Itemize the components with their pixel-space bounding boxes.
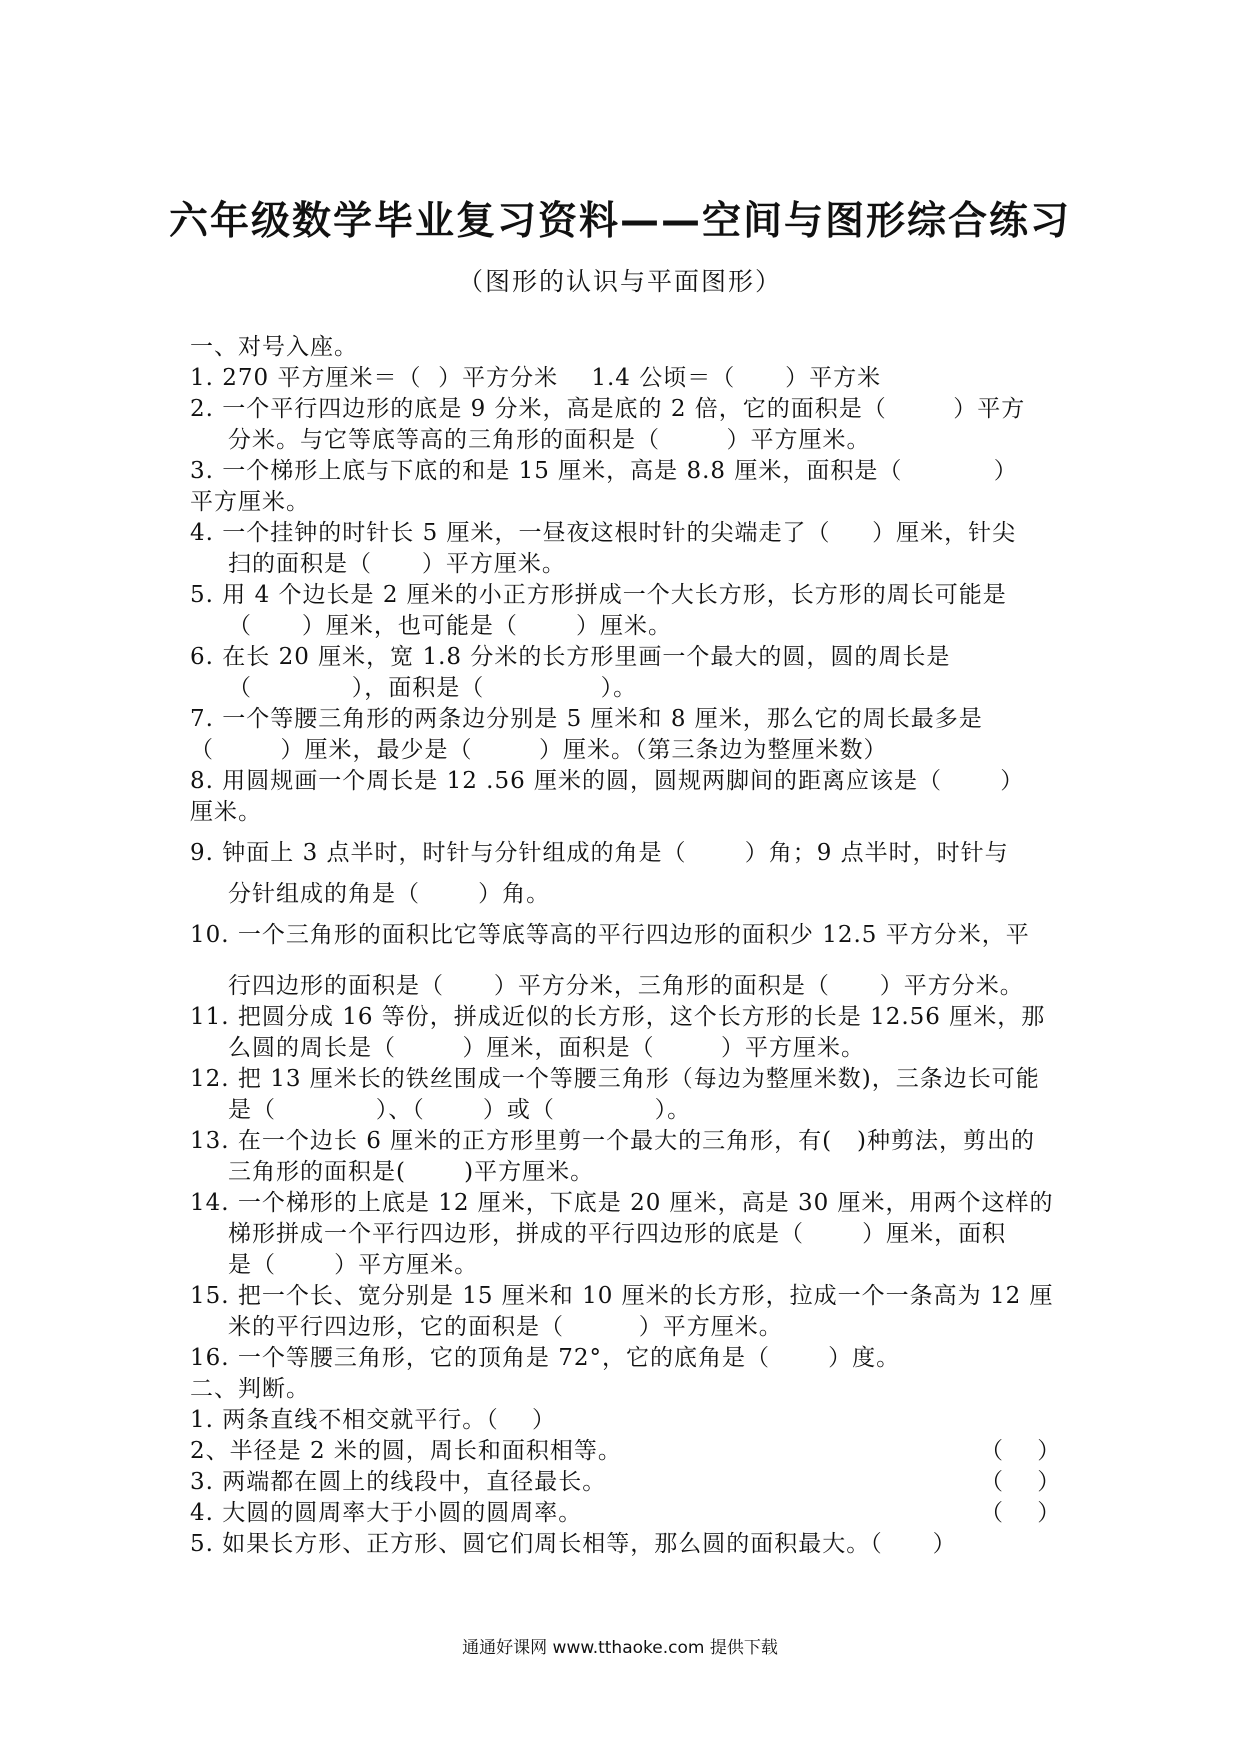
judge-text: 5. 如果长方形、正方形、圆它们周长相等，那么圆的面积最大。（ ） [190,1531,957,1557]
question-2-cont: 分米。与它等底等高的三角形的面积是（ ）平方厘米。 [228,427,871,453]
worksheet-content [190,332,1060,1560]
question-8: 8. 用圆规画一个周长是 12 .56 厘米的圆，圆规两脚间的距离应该是（ ） [190,768,1025,794]
judge-item [190,1529,1060,1560]
judge-answer-blank [980,1529,1060,1560]
footer-credit: 通通好课网 www.tthaoke.com 提供下载 [462,1638,778,1658]
judge-text: 1. 两条直线不相交就平行。（ ） [190,1407,556,1433]
question-8-cont: 厘米。 [190,799,262,825]
question-9: 9. 钟面上 3 点半时，时针与分针组成的角是（ ）角；9 点半时，时针与 [190,840,1009,866]
question-10: 10. 一个三角形的面积比它等底等高的平行四边形的面积少 12.5 平方分米，平 [190,922,1030,948]
question-4: 4. 一个挂钟的时针长 5 厘米，一昼夜这根时针的尖端走了（ ）厘米，针尖 [190,520,1017,546]
question-12: 12. 把 13 厘米长的铁丝围成一个等腰三角形（每边为整厘米数)，三条边长可能 [190,1066,1040,1092]
section-heading: 一、对号入座。 [190,334,358,360]
section-heading: 二、判断。 [190,1376,310,1402]
page-subtitle: （图形的认识与平面图形） [457,267,782,296]
question-11-cont: 么圆的周长是（ ）厘米，面积是（ ）平方厘米。 [228,1035,865,1061]
judge-item [190,1467,1060,1498]
judge-text: 4. 大圆的圆周率大于小圆的圆周率。 [190,1500,583,1526]
judge-item [190,1498,1060,1529]
question-14-cont: 梯形拼成一个平行四边形，拼成的平行四边形的底是（ ）厘米，面积 [228,1221,1007,1247]
question-3: 3. 一个梯形上底与下底的和是 15 厘米，高是 8.8 厘米，面积是（ ） [190,458,1018,484]
judge-answer-blank: （ ） [980,1469,1062,1495]
judge-text: 3. 两端都在圆上的线段中，直径最长。 [190,1469,607,1495]
question-9-cont: 分针组成的角是（ ）角。 [228,881,551,907]
judge-answer-blank: （ ） [980,1500,1062,1526]
question-5: 5. 用 4 个边长是 2 厘米的小正方形拼成一个大长方形，长方形的周长可能是 [190,582,1007,608]
judge-text: 2、半径是 2 米的圆，周长和面积相等。 [190,1438,622,1464]
question-13: 13. 在一个边长 6 厘米的正方形里剪一个最大的三角形，有( )种剪法，剪出的 [190,1128,1036,1154]
question-16: 16. 一个等腰三角形，它的顶角是 72°，它的底角是（ ）度。 [190,1345,901,1371]
question-2: 2. 一个平行四边形的底是 9 分米，高是底的 2 倍，它的面积是（ ）平方 [190,396,1026,422]
question-11: 11. 把圆分成 16 等份，拼成近似的长方形，这个长方形的长是 12.56 厘米，那 [190,1004,1046,1030]
question-12-cont: 是（ ）、（ ）或（ ）。 [228,1097,692,1123]
judge-answer-blank [980,1405,1060,1436]
question-13-cont: 三角形的面积是( )平方厘米。 [228,1159,595,1185]
question-7-cont: （ ）厘米，最少是（ ）厘米。（第三条边为整厘米数） [190,737,888,763]
judge-item [190,1436,1060,1467]
question-3-cont: 平方厘米。 [190,489,310,515]
judge-item [190,1405,1060,1436]
question-15-cont: 米的平行四边形，它的面积是（ ）平方厘米。 [228,1314,783,1340]
question-5-cont: （ ）厘米，也可能是（ ）厘米。 [228,613,673,639]
judge-answer-blank: （ ） [980,1438,1062,1464]
question-6-cont: （ ），面积是（ ）。 [228,675,638,701]
question-4-cont: 扫的面积是（ ）平方厘米。 [228,551,566,577]
question-7: 7. 一个等腰三角形的两条边分别是 5 厘米和 8 厘米，那么它的周长最多是 [190,706,983,732]
question-14-cont-2: 是（ ）平方厘米。 [228,1252,479,1278]
question-1: 1. 270 平方厘米＝（ ）平方分米 1.4 公顷＝（ ）平方米 [190,365,882,391]
question-15: 15. 把一个长、宽分别是 15 厘米和 10 厘米的长方形，拉成一个一条高为 12 厘 [190,1283,1054,1309]
page-title: 六年级数学毕业复习资料——空间与图形综合练习 [168,199,1071,244]
question-14: 14. 一个梯形的上底是 12 厘米，下底是 20 厘米，高是 30 厘米，用两个这样的 [190,1190,1054,1216]
question-6: 6. 在长 20 厘米，宽 1.8 分米的长方形里画一个最大的圆，圆的周长是 [190,644,951,670]
question-10-cont: 行四边形的面积是（ ）平方分米，三角形的面积是（ ）平方分米。 [228,973,1024,999]
